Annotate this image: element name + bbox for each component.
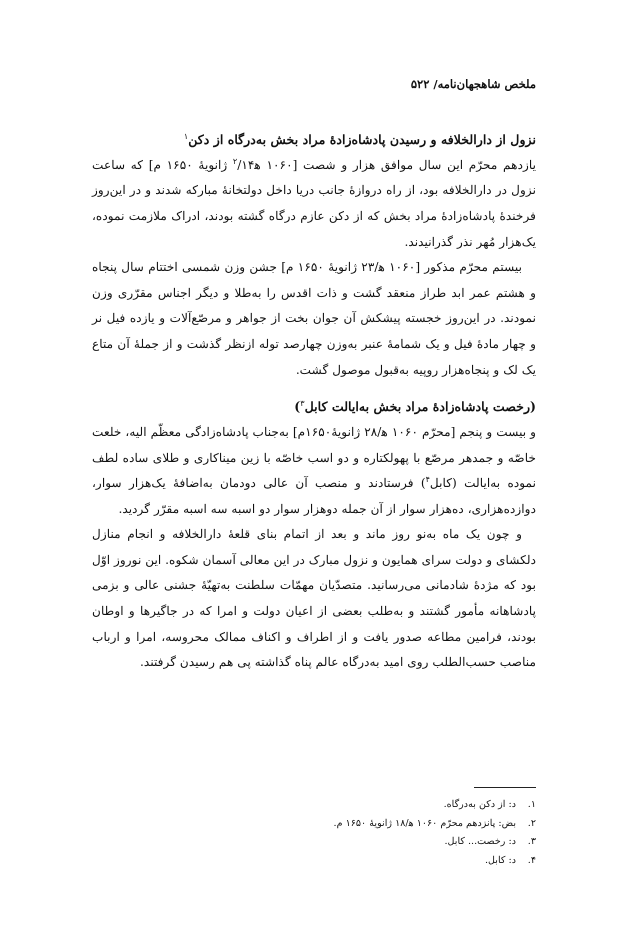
paragraph-kabul-appointment [92,420,536,522]
footnote-text: د: از دکن به‌درگاه. [443,799,516,810]
running-title: ملخص شاهجهان‌نامه/ ۵۲۲ [410,77,536,91]
footnote-separator [474,787,536,788]
footnote-number: ۳. [527,836,536,848]
footnote-text: بض: پانزدهم محرّم ۱۰۶۰ ه‍/۱۸ ژانویهٔ ۱۶۵۰ م. [333,817,516,829]
main-text [92,124,536,676]
section-heading-arrival-text: نزول از دارالخلافه و رسیدن پادشاه‌زادهٔ مراد بخش به‌درگاه از دکن [188,132,536,148]
section-heading-kabul-close: ) [294,399,301,415]
footnote-item [92,815,536,834]
paragraph-nowruz: و چون یک ماه به‌نو روز ماند و بعد از اتمام بنای قلعهٔ دارالخلافه و انجام منازل دلکشای و دولت سرای همایون و نزول مبارک در این معالی آسمان شکوه. این نوروز اوّل بود که مژدهٔ شادمانی می‌رسانید. متصدّیان مهمّات سلطنت به‌تهیّهٔ جشنی عالی و بزمی پادشاهانه مأمور گشتند و به‌طلب بعضی از اعیان دولت و امرا که در جاگیرها و اوطان بودند، فرامین مطاعه صدور یافت و از اطراف و اکناف ممالک محروسه، امرا و ارباب مناصب حسب‌الطلب روی امید به‌درگاه عالم پناه گذاشته پی هم رسیدن گرفتند. [92,527,536,670]
footnotes-list [92,796,536,870]
paragraph-arrival-part-b: /۱۴ ژانویهٔ ۱۶۵۰ م] که ساعت نزول در دارالخلافه بود، از راه دروازهٔ جانب دریا داخل دولتخانهٔ مبارکه شدند و در این‌روز فرخندهٔ پادشاه‌زادهٔ مراد بخش که از دکن عازم درگاه گشته بودند، ادراک ملازمت نموده، یک‌هزار مُهر نذر گذرانیدند. [92,157,536,249]
section-heading-kabul [92,391,536,420]
section-heading-arrival [92,124,536,153]
paragraph-arrival-part-a: یازدهم محرّم این سال موافق هزار و شصت [۱۰۶۰ ه‍ [254,157,536,172]
footnote-ref-3: ۳ [300,399,305,409]
footnote-text: د: کابل. [484,854,516,866]
footnote-text: د: رخصت... کابل. [444,836,516,848]
footnote-item [92,833,536,852]
footnote-item [92,796,536,815]
footnote-item [92,852,536,871]
footnote-ref-1: ۱ [183,132,189,141]
section-heading-kabul-text: (رخصت پادشاه‌زادهٔ مراد بخش به‌ایالت کابل [304,399,536,415]
paragraph-weighing-ceremony: بیستم محرّم مذکور [۱۰۶۰ ه‍/۲۳ ژانویهٔ ۱۶۵۰ م] جشن وزن شمسی اختتام سال پنجاه و هشتم عمر ابد طراز منعقد گشت و ذات اقدس را به‌طلا و دیگر اجناس مقرّری وزن نمودند. در این‌روز خجسته پیشکش آن جوان بخت از جواهر و مرصّع‌آلات و یازده فیل نر و چهار مادهٔ فیل و یک شمامهٔ عنبر به‌وزن چهارصد توله ازنظر گذشت و از جملهٔ آن متاع یک لک و پنجاه‌هزار روپیه به‌قبول موصول گشت. [92,260,536,377]
footnote-number: ۲. [527,817,536,829]
paragraph-kabul-part-a: و بیست و پنجم [محرّم ۱۰۶۰ ه‍/۲۸ ژانویهٔ۱۶۵۰م] به‌جناب پادشاه‌زادگی معظّم الیه، خلعت خاصّه و جمدهر مرصّع با پهولکتاره و دو اسب خاصّه با زین میناکاری و طلای ساده لطف نموده به‌ایالت (کابل [92,424,536,491]
paragraph-kabul-part-b: ) فرستادند و منصب آن عالی دودمان به‌اضافهٔ یک‌هزار سوار، دوازده‌هزاری، ده‌هزار سوار از آن جمله دوهزار سوار دو اسبه سه اسبه مقرّر گردید. [92,476,536,516]
running-header [92,77,536,91]
footnote-ref-2: ۲ [232,156,238,166]
footnote-number: ۱. [527,799,536,810]
paragraph-arrival [92,153,536,255]
footnote-ref-4: ۴ [425,475,430,485]
footnote-number: ۴. [527,854,536,866]
